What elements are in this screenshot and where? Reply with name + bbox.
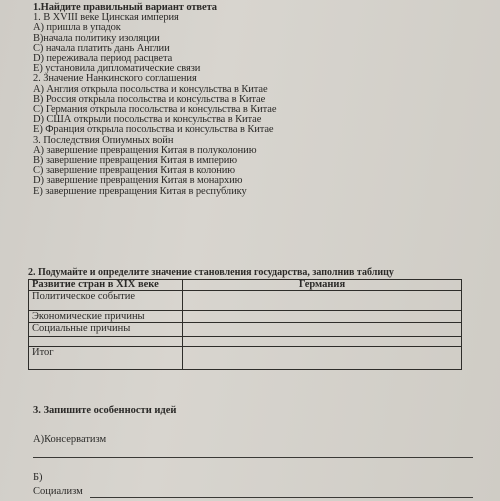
answer-line-conservatism[interactable] [33,457,473,458]
answer-option: А) завершение превращения Китая в полуколонию [33,144,257,156]
answer-option: Е) Франция открыла посольства и консульства в Китае [33,124,274,136]
question-2: 2. Значение Нанкинского соглашения [33,73,197,85]
answer-line-socialism[interactable] [90,497,473,498]
question-3: 3. Последствия Опиумных войн [33,134,174,146]
idea-b-label: Б) [33,472,43,483]
table-header-development: Развитие стран в XIX веке [29,280,183,291]
answer-option: D) США открыли посольства и консульства в Китае [33,114,262,126]
row-label-result: Итог [29,347,183,370]
comparison-table [28,279,462,370]
answer-option: А) пришла в упадок [33,22,121,34]
answer-cell[interactable] [183,347,462,370]
table-row [29,323,462,337]
answer-cell[interactable] [183,323,462,337]
answer-cell[interactable] [183,311,462,323]
row-label-social-reasons: Социальные причины [29,323,183,337]
answer-option: А) Англия открыла посольства и консульства в Китае [33,83,268,95]
answer-option: В)начала политику изоляции [33,32,160,44]
answer-option: D) завершение превращения Китая в монархию [33,175,243,187]
task2-heading: 2. Подумайте и определите значение становления государства, заполнив таблицу [28,267,394,278]
answer-cell[interactable] [183,337,462,347]
task3-heading: 3. Запишите особенности идей [33,405,177,416]
row-label-political-event: Политическое событие [29,291,183,311]
answer-option: В) Россия открыла посольства и консульства в Китае [33,93,266,105]
table-row [29,291,462,311]
task1-section [33,3,473,197]
idea-conservatism-label: А)Консерватизм [33,434,107,445]
answer-option: В) завершение превращения Китая в империю [33,155,238,167]
task1-heading: 1.Найдите правильный вариант ответа [33,2,217,13]
idea-socialism-label: Социализм [33,486,83,497]
answer-cell[interactable] [183,291,462,311]
table-header-row [29,280,462,291]
table-row [29,347,462,370]
answer-option: С) начала платить дань Англии [33,42,170,54]
question-1: 1. В XVIII веке Цинская империя [33,12,179,24]
table-row [29,337,462,347]
answer-option: С) завершение превращения Китая в колонию [33,165,236,177]
table-header-germany: Германия [183,280,462,291]
answer-option: Е) установила дипломатические связи [33,63,201,75]
table-row [29,311,462,323]
answer-option: D) переживала период расцвета [33,53,173,65]
row-label-economic-reasons: Экономические причины [29,311,183,323]
answer-option: Е) завершение превращения Китая в республику [33,185,247,197]
answer-option: С) Германия открыла посольства и консульства в Китае [33,104,277,116]
row-spacer [29,337,183,347]
